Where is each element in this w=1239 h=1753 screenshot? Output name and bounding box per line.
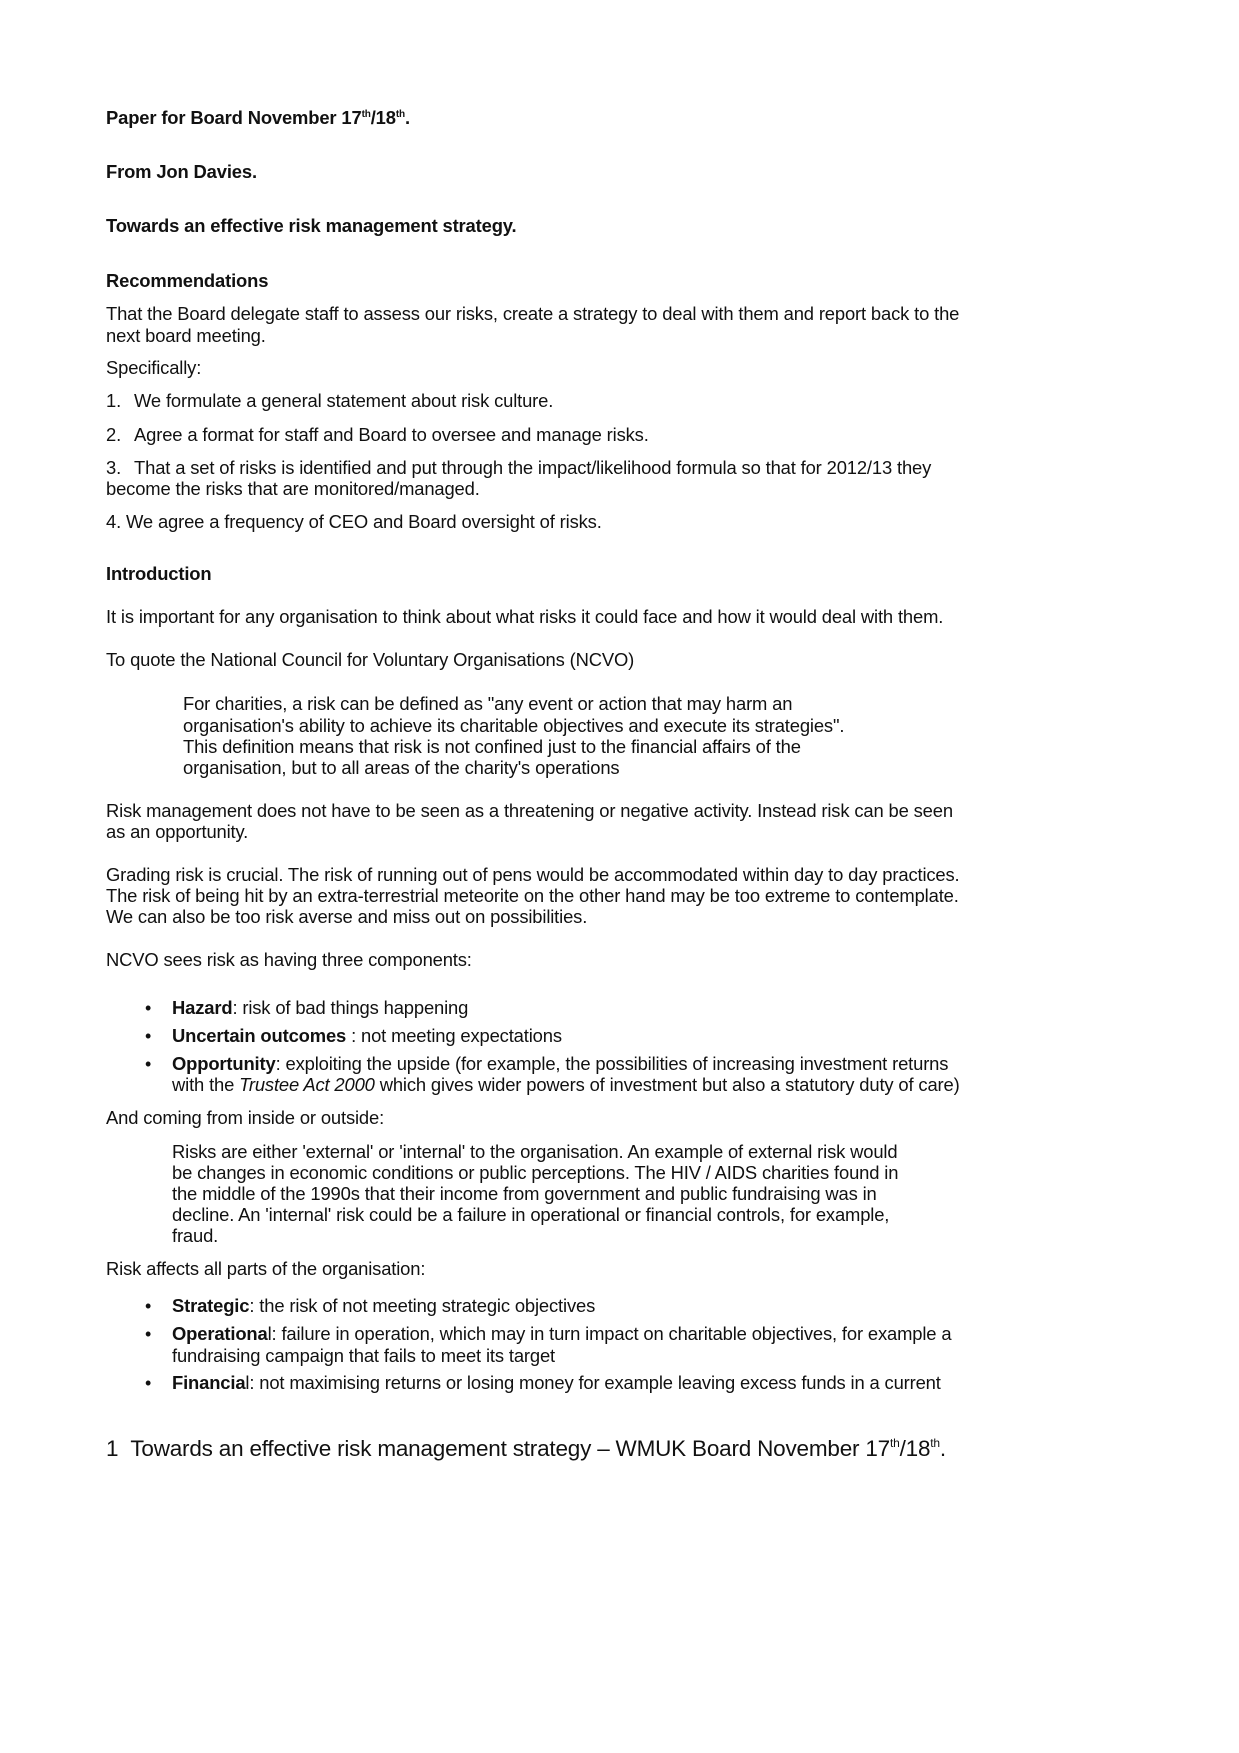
bullet-icon: • <box>145 998 152 1018</box>
bullet-icon: • <box>145 1296 152 1316</box>
component-term: Opportunity <box>172 1053 276 1074</box>
component-description: : exploiting the upside (for example, the possibilities of increasing investment returns <box>275 1053 949 1074</box>
intro-paragraph: It is important for any organisation to think about what risks it could face and how it would deal with them. <box>106 606 944 627</box>
item-text: We agree a frequency of CEO and Board oversight of risks. <box>126 511 602 532</box>
page-number: 1 <box>106 1436 119 1461</box>
item-text: That a set of risks is identified and put through the impact/likelihood formula so that for 2012/13 they <box>134 457 932 478</box>
recommendation-item <box>106 423 649 447</box>
bullet-icon: • <box>145 1324 152 1344</box>
risk-area-term: Operationa <box>172 1323 268 1344</box>
bullet-icon: • <box>145 1373 152 1393</box>
item-number: 1. <box>106 390 122 411</box>
text: which gives wider powers of investment but also a statutory duty of care) <box>374 1074 960 1095</box>
document-title: Towards an effective risk management strategy. <box>106 215 517 236</box>
intro-paragraph: And coming from inside or outside: <box>106 1107 385 1128</box>
date-text: /18 <box>370 107 396 128</box>
component-item <box>172 1024 562 1048</box>
risk-area-item <box>172 1294 595 1318</box>
intro-paragraph: To quote the National Council for Voluntary Organisations (NCVO) <box>106 649 635 670</box>
recommendations-paragraph-line: That the Board delegate staff to assess our risks, create a strategy to deal with them and report back to the <box>106 303 960 324</box>
item-number: 3. <box>106 457 122 478</box>
component-item <box>172 996 468 1020</box>
recommendation-item <box>106 389 553 413</box>
superscript: th <box>361 109 371 120</box>
ncvo-quote-line: This definition means that risk is not confined just to the financial affairs of the <box>183 736 801 757</box>
item-text: We formulate a general statement about risk culture. <box>134 390 554 411</box>
recommendation-item <box>106 510 602 534</box>
superscript: th <box>890 1436 900 1450</box>
ncvo-quote-line: organisation's ability to achieve its charitable objectives and execute its strategies". <box>183 715 845 736</box>
internal-external-quote-line: fraud. <box>172 1225 219 1246</box>
recommendations-heading: Recommendations <box>106 270 269 291</box>
superscript: th <box>395 109 405 120</box>
risk-area-description: l: not maximising returns or losing money for example leaving excess funds in a current <box>245 1372 941 1393</box>
intro-paragraph: NCVO sees risk as having three components: <box>106 949 472 970</box>
recommendation-item-continuation: become the risks that are monitored/managed. <box>106 478 480 499</box>
footer-date: /18 <box>899 1436 931 1461</box>
intro-paragraph-line: The risk of being hit by an extra-terrestrial meteorite on the other hand may be too extreme to contemplate. <box>106 885 959 906</box>
internal-external-quote-line: Risks are either 'external' or 'internal' to the organisation. An example of external risk would <box>172 1141 898 1162</box>
item-text: Agree a format for staff and Board to oversee and manage risks. <box>134 424 649 445</box>
period: . <box>939 1436 946 1461</box>
introduction-heading: Introduction <box>106 563 212 584</box>
bullet-icon: • <box>145 1026 152 1046</box>
risk-area-description: : the risk of not meeting strategic objectives <box>249 1295 596 1316</box>
internal-external-quote-line: be changes in economic conditions or public perceptions. The HIV / AIDS charities found in <box>172 1162 899 1183</box>
specifically-label: Specifically: <box>106 357 202 378</box>
intro-paragraph-line: Grading risk is crucial. The risk of running out of pens would be accommodated within day to day practices. <box>106 864 960 885</box>
risk-area-term: Strategic <box>172 1295 250 1316</box>
footer-text: Towards an effective risk management strategy – WMUK Board November 17 <box>130 1436 890 1461</box>
paper-for-text: Paper for Board November 17 <box>106 107 362 128</box>
internal-external-quote-line: decline. An 'internal' risk could be a failure in operational or financial controls, for example, <box>172 1204 890 1225</box>
bullet-icon: • <box>145 1054 152 1074</box>
superscript: th <box>930 1436 940 1450</box>
risk-area-item <box>172 1322 951 1346</box>
paper-for-heading <box>106 106 410 130</box>
risk-area-term: Financia <box>172 1372 246 1393</box>
component-term: Uncertain outcomes <box>172 1025 347 1046</box>
component-term: Hazard <box>172 997 233 1018</box>
ncvo-quote-line: organisation, but to all areas of the charity's operations <box>183 757 620 778</box>
item-number: 4. <box>106 511 122 532</box>
internal-external-quote-line: the middle of the 1990s that their income from government and public fundraising was in <box>172 1183 877 1204</box>
author-line: From Jon Davies. <box>106 161 257 182</box>
component-description: : risk of bad things happening <box>232 997 469 1018</box>
risk-area-description: l: failure in operation, which may in turn impact on charitable objectives, for example a <box>267 1323 952 1344</box>
component-item-continuation <box>172 1073 960 1097</box>
recommendations-paragraph-line: next board meeting. <box>106 325 266 346</box>
intro-paragraph: Risk affects all parts of the organisation: <box>106 1258 426 1279</box>
intro-paragraph-line: Risk management does not have to be seen as a threatening or negative activity. Instead risk can be seen <box>106 800 953 821</box>
page-footer <box>106 1435 946 1463</box>
risk-area-item-continuation: fundraising campaign that fails to meet its target <box>172 1345 555 1366</box>
intro-paragraph-line: We can also be too risk averse and miss out on possibilities. <box>106 906 588 927</box>
text: with the <box>172 1074 240 1095</box>
intro-paragraph-line: as an opportunity. <box>106 821 249 842</box>
risk-area-item <box>172 1371 941 1395</box>
period: . <box>404 107 410 128</box>
ncvo-quote-line: For charities, a risk can be defined as "any event or action that may harm an <box>183 693 793 714</box>
item-number: 2. <box>106 424 122 445</box>
component-description: : not meeting expectations <box>346 1025 562 1046</box>
act-name: Trustee Act 2000 <box>239 1074 375 1095</box>
